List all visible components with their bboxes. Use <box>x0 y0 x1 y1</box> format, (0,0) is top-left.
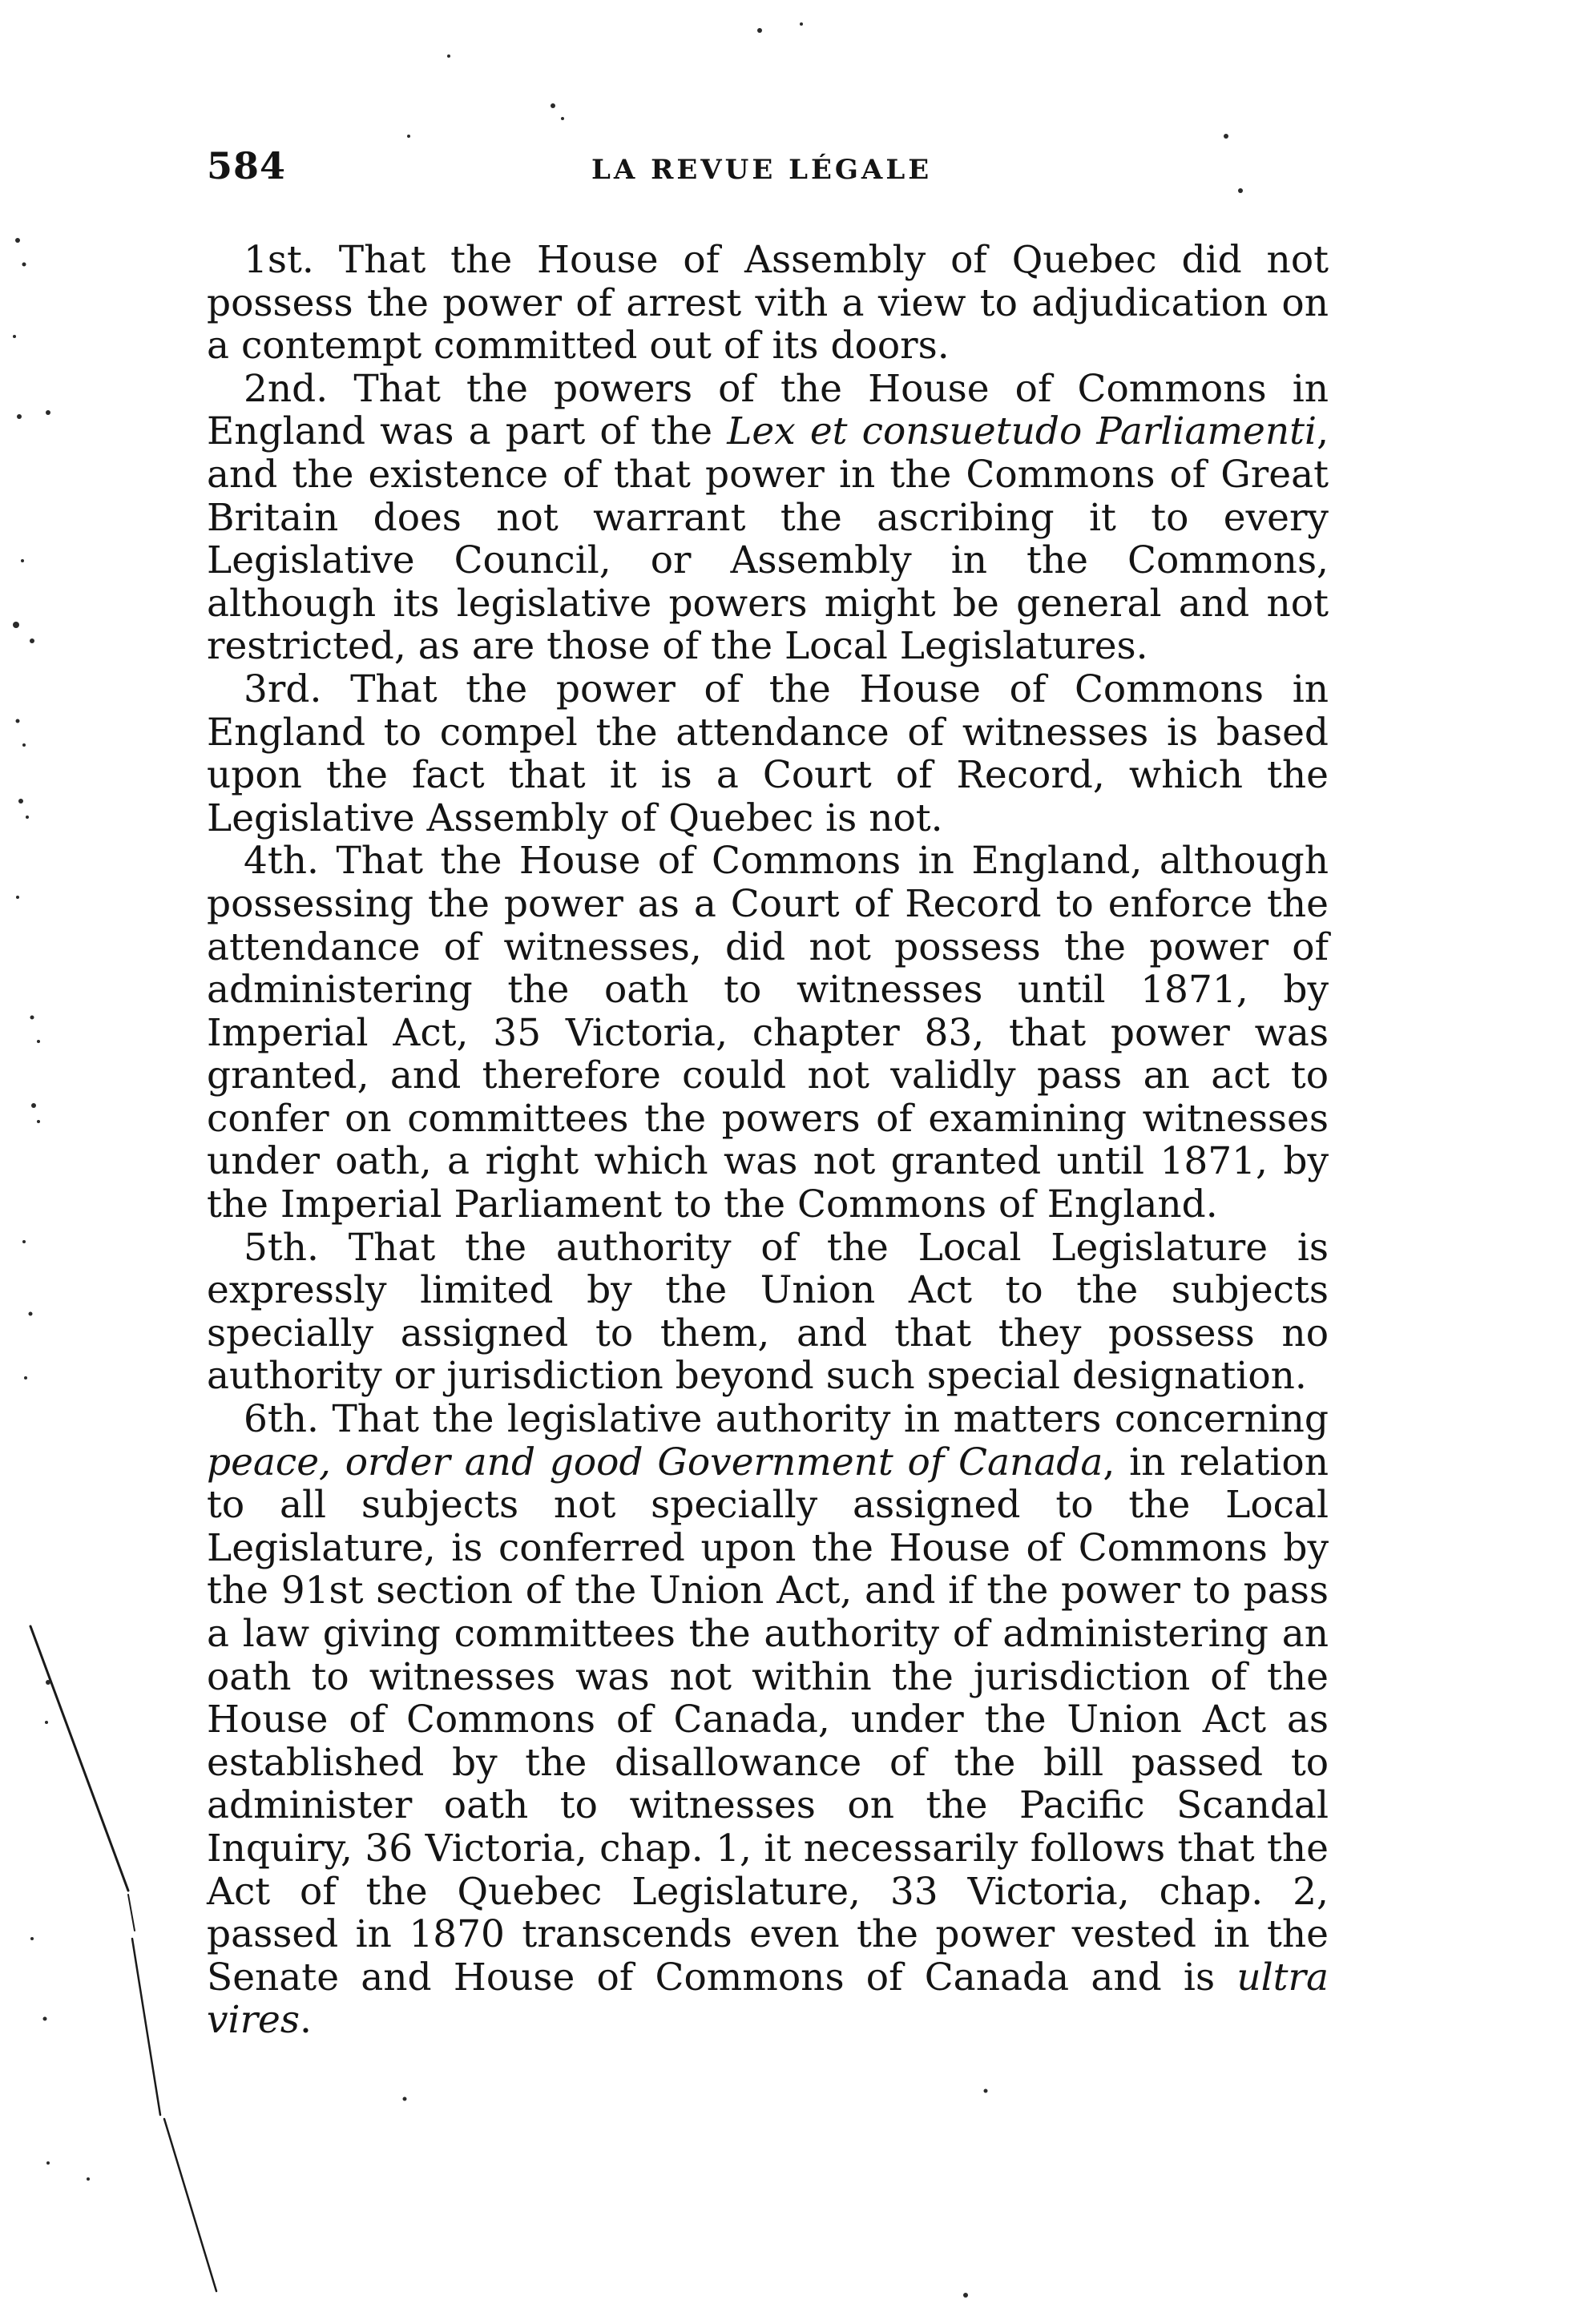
paragraph-ordinal: 4th. <box>244 839 319 884</box>
paragraph-ordinal: 1st. <box>244 238 314 282</box>
paragraph-text: That the House of Assembly of Quebec did not possess the power of arrest vith a view to adjudication on a contempt committed out of its doors. <box>207 238 1329 369</box>
paragraph-ordinal: 3rd. <box>244 667 322 711</box>
paragraph-4th <box>207 840 1329 1226</box>
paragraph-text: , in relation to all subjects not specially assigned to the Local Legislature, is conferred upon the House of Commons by the 91st section of the Union Act, and if the power to pass a law giving committees the authority of administering an oath to witnesses was not within the jurisdiction of the House of Commons of Canada, under the Union Act as established by the disallowance of the bill passed to administer oath to witnesses on the Pacific Scandal Inquiry, 36 Victoria, chap. 1, it necessarily follows that the Act of the Quebec Legislature, 33 Victoria, chap. 2, passed in 1870 transcends even the power vested in the Senate and House of Commons of Canada and is <box>207 1440 1329 2000</box>
paragraph-text: That the authority of the Local Legislature is expressly limited by the Union Act to the subjects specially assigned to them, and that they possess no authority or jurisdiction beyond such special designation. <box>207 1225 1329 1399</box>
paragraph-text: . <box>300 1998 312 2043</box>
page-number: 584 <box>207 144 287 187</box>
margin-bracket-lines <box>30 1626 216 2291</box>
paragraph-text: , and the existence of that power in the Commons of Great Britain does not warrant the ascribing it to every Legislative Council, or Assembly in the Commons, although its legislative powers might be general and not restricted, as are those of the Local Legislatures. <box>207 409 1329 669</box>
paragraph-3rd <box>207 668 1329 840</box>
paragraph-6th <box>207 1398 1329 2042</box>
running-title: LA REVUE LÉGALE <box>591 154 933 186</box>
paragraph-2nd <box>207 368 1329 668</box>
italic-phrase: peace, order and good Government of Canada <box>207 1440 1103 1484</box>
paragraph-ordinal: 6th. <box>244 1397 319 1442</box>
paragraph-text: That the power of the House of Commons in England to compel the attendance of witnesses is based upon the fact that it is a Court of Record, which the Legislative Assembly of Quebec is not. <box>207 667 1329 840</box>
paragraph-ordinal: 5th. <box>244 1225 319 1270</box>
paragraph-5th <box>207 1226 1329 1398</box>
paragraph-text: That the legislative authority in matters concerning <box>319 1397 1329 1442</box>
body-text <box>207 239 1329 2042</box>
latin-phrase: ultra vires <box>207 1955 1329 2043</box>
paragraph-ordinal: 2nd. <box>244 366 329 411</box>
paragraph-text: That the House of Commons in England, although possessing the power as a Court of Record to enforce the attendance of witnesses, did not possess the power of administering the oath to witnesses until 1871, by Imperial Act, 35 Victoria, chapter 83, that power was granted, and therefore could not validly pass an act to confer on committees the powers of examining witnesses under oath, a right which was not granted until 1871, by the Imperial Parliament to the Commons of England. <box>207 839 1329 1227</box>
paragraph-text: That the powers of the House of Commons in England was a part of the <box>207 366 1329 454</box>
paragraph-1st <box>207 239 1329 368</box>
page-header <box>207 144 1313 192</box>
latin-phrase: Lex et consuetudo Parliamenti <box>727 409 1317 454</box>
